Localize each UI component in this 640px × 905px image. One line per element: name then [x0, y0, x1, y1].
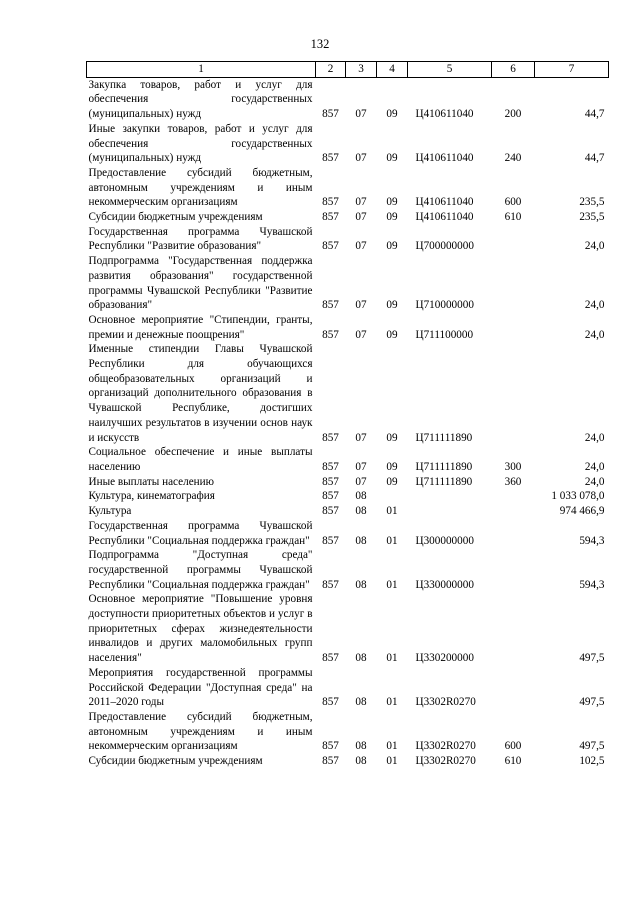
- target-article: [408, 504, 492, 519]
- subsection-code: 01: [386, 578, 398, 591]
- expense-type: 360: [504, 475, 522, 488]
- amount: 497,5: [579, 740, 605, 753]
- col-header: 5: [408, 62, 492, 78]
- item-name: Иные закупки товаров, работ и услуг для обеспечения государственных (муниципальных) нужд: [88, 122, 313, 165]
- page-number: 132: [310, 37, 330, 51]
- expense-type: [492, 548, 535, 592]
- subsection-code: 01: [386, 652, 398, 665]
- subsection-code: 01: [386, 505, 398, 518]
- agency-code: 857: [322, 108, 339, 121]
- col-header: 6: [492, 62, 535, 78]
- amount: 24,0: [584, 460, 605, 473]
- expense-type: [492, 504, 535, 519]
- agency-code: 857: [322, 152, 339, 165]
- target-article: Ц410611040: [415, 211, 474, 224]
- amount: 24,0: [584, 328, 605, 341]
- amount: 594,3: [579, 534, 605, 547]
- item-name: Именные стипендии Главы Чувашской Республики для обучающихся общеобразовательных организаций и организаций дополнительного образования в Чувашской Республике, достигших наилучших результатов в изучении основ наук и искусств: [88, 343, 313, 444]
- agency-code: 857: [322, 755, 339, 768]
- item-name: Предоставление субсидий бюджетным, автономным учреждениям и иным некоммерческим организациям: [88, 166, 313, 209]
- col-header: 1: [87, 62, 316, 78]
- section-code: 07: [355, 196, 367, 209]
- expense-type: 600: [504, 196, 522, 209]
- expense-type: 610: [504, 211, 522, 224]
- agency-code: 857: [322, 740, 339, 753]
- section-code: 08: [355, 578, 367, 591]
- agency-code: 857: [322, 460, 339, 473]
- section-code: 07: [355, 328, 367, 341]
- target-article: Ц330200000: [415, 652, 474, 665]
- item-name: Основное мероприятие "Повышение уровня доступности приоритетных объектов и услуг в приоритетных сферах жизнедеятельности инвалидов и других маломобильных групп населения": [88, 593, 313, 665]
- table-row: [87, 313, 609, 342]
- table-row: [87, 754, 609, 769]
- section-code: 08: [355, 490, 367, 503]
- amount: 497,5: [579, 696, 605, 709]
- table-row: [87, 548, 609, 592]
- agency-code: 857: [322, 475, 339, 488]
- item-name: Социальное обеспечение и иные выплаты населению: [88, 446, 313, 473]
- agency-code: 857: [322, 534, 339, 547]
- item-name: Предоставление субсидий бюджетным, автономным учреждениям и иным некоммерческим организациям: [88, 710, 313, 753]
- agency-code: 857: [322, 328, 339, 341]
- subsection-code: 09: [386, 475, 398, 488]
- item-name: Основное мероприятие "Стипендии, гранты, премии и денежные поощрения": [88, 313, 313, 341]
- table-row: [87, 504, 609, 519]
- amount: 24,0: [584, 431, 605, 444]
- col-header: 3: [346, 62, 377, 78]
- subsection-code: 09: [386, 152, 398, 165]
- amount: 44,7: [584, 152, 605, 165]
- expense-type: [492, 254, 535, 313]
- target-article: Ц410611040: [415, 108, 474, 121]
- col-header: 7: [535, 62, 609, 78]
- subsection-code: 01: [386, 696, 398, 709]
- table-row: [87, 666, 609, 710]
- amount: 24,0: [584, 299, 605, 312]
- expense-type: 240: [504, 152, 522, 165]
- expense-type: [492, 666, 535, 710]
- budget-table: [86, 61, 609, 769]
- expense-type: 200: [504, 108, 522, 121]
- item-name: Государственная программа Чувашской Республики "Развитие образования": [88, 225, 313, 253]
- expense-type: [492, 489, 535, 504]
- table-row: [87, 710, 609, 754]
- target-article: Ц410611040: [415, 196, 474, 209]
- amount: 1 033 078,0: [551, 490, 605, 503]
- item-name: Мероприятия государственной программы Российской Федерации "Доступная среда" на 2011–2020 годы: [88, 666, 313, 709]
- target-article: Ц3302R0270: [415, 696, 476, 709]
- agency-code: 857: [322, 578, 339, 591]
- amount: 24,0: [584, 475, 605, 488]
- table-row: [87, 254, 609, 313]
- table-row: [87, 77, 609, 122]
- subsection-code: 09: [386, 328, 398, 341]
- section-code: 08: [355, 652, 367, 665]
- target-article: Ц410611040: [415, 152, 474, 165]
- target-article: Ц330000000: [415, 578, 474, 591]
- amount: 497,5: [579, 652, 605, 665]
- amount: 594,3: [579, 578, 605, 591]
- item-name: Культура: [88, 505, 132, 518]
- subsection-code: 09: [386, 108, 398, 121]
- item-name: Закупка товаров, работ и услуг для обеспечения государственных (муниципальных) нужд: [88, 78, 313, 121]
- target-article: Ц3302R0270: [415, 755, 476, 768]
- target-article: Ц711111890: [415, 475, 473, 488]
- target-article: Ц300000000: [415, 534, 474, 547]
- section-code: 08: [355, 740, 367, 753]
- table-row: [87, 475, 609, 490]
- subsection-code: 01: [386, 740, 398, 753]
- agency-code: 857: [322, 196, 339, 209]
- table-row: [87, 210, 609, 225]
- subsection-code: 09: [386, 196, 398, 209]
- table-row: [87, 225, 609, 254]
- col-header: 4: [377, 62, 408, 78]
- section-code: 07: [355, 460, 367, 473]
- table-row: [87, 519, 609, 548]
- subsection-code: 01: [386, 755, 398, 768]
- section-code: 07: [355, 431, 367, 444]
- target-article: [408, 489, 492, 504]
- amount: 24,0: [584, 240, 605, 253]
- amount: 235,5: [579, 196, 605, 209]
- table-row: [87, 489, 609, 504]
- amount: 974 466,9: [559, 505, 605, 518]
- agency-code: 857: [322, 299, 339, 312]
- expense-type: 610: [504, 755, 522, 768]
- subsection-code: 09: [386, 460, 398, 473]
- subsection-code: 09: [386, 299, 398, 312]
- amount: 44,7: [584, 108, 605, 121]
- item-name: Культура, кинематография: [88, 490, 215, 503]
- section-code: 07: [355, 211, 367, 224]
- subsection-code: 09: [386, 240, 398, 253]
- subsection-code: 09: [386, 211, 398, 224]
- expense-type: [492, 225, 535, 254]
- subsection-code: 09: [386, 431, 398, 444]
- section-code: 08: [355, 755, 367, 768]
- section-code: 07: [355, 152, 367, 165]
- agency-code: 857: [322, 211, 339, 224]
- agency-code: 857: [322, 696, 339, 709]
- target-article: Ц710000000: [415, 299, 474, 312]
- section-code: 07: [355, 475, 367, 488]
- expense-type: [492, 592, 535, 666]
- agency-code: 857: [322, 431, 339, 444]
- subsection-code: 01: [386, 534, 398, 547]
- amount: 102,5: [579, 755, 605, 768]
- section-code: 08: [355, 534, 367, 547]
- item-name: Субсидии бюджетным учреждениям: [88, 211, 263, 224]
- expense-type: [492, 342, 535, 445]
- section-code: 08: [355, 505, 367, 518]
- target-article: Ц711111890: [415, 431, 473, 444]
- target-article: Ц711111890: [415, 460, 473, 473]
- subsection-code: [377, 489, 408, 504]
- table-row: [87, 166, 609, 210]
- header-row: [87, 62, 609, 78]
- target-article: Ц3302R0270: [415, 740, 476, 753]
- expense-type: 600: [504, 740, 522, 753]
- section-code: 07: [355, 240, 367, 253]
- item-name: Подпрограмма "Государственная поддержка развития образования" государственной программы Чувашской Республики "Развитие образования": [88, 255, 313, 312]
- item-name: Подпрограмма "Доступная среда" государственной программы Чувашской Республики "Социальная поддержка граждан": [88, 549, 313, 591]
- target-article: Ц711100000: [415, 328, 474, 341]
- section-code: 08: [355, 696, 367, 709]
- table-row: [87, 592, 609, 666]
- section-code: 07: [355, 108, 367, 121]
- amount: 235,5: [579, 211, 605, 224]
- col-header: 2: [316, 62, 346, 78]
- expense-type: [492, 313, 535, 342]
- table-row: [87, 445, 609, 474]
- section-code: 07: [355, 299, 367, 312]
- item-name: Государственная программа Чувашской Республики "Социальная поддержка граждан": [88, 519, 313, 547]
- agency-code: 857: [322, 505, 339, 518]
- agency-code: 857: [322, 652, 339, 665]
- expense-type: 300: [504, 460, 522, 473]
- item-name: Иные выплаты населению: [88, 475, 214, 488]
- agency-code: 857: [322, 490, 339, 503]
- expense-type: [492, 519, 535, 548]
- table-row: [87, 342, 609, 445]
- agency-code: 857: [322, 240, 339, 253]
- item-name: Субсидии бюджетным учреждениям: [88, 755, 263, 768]
- target-article: Ц700000000: [415, 240, 474, 253]
- table-row: [87, 122, 609, 166]
